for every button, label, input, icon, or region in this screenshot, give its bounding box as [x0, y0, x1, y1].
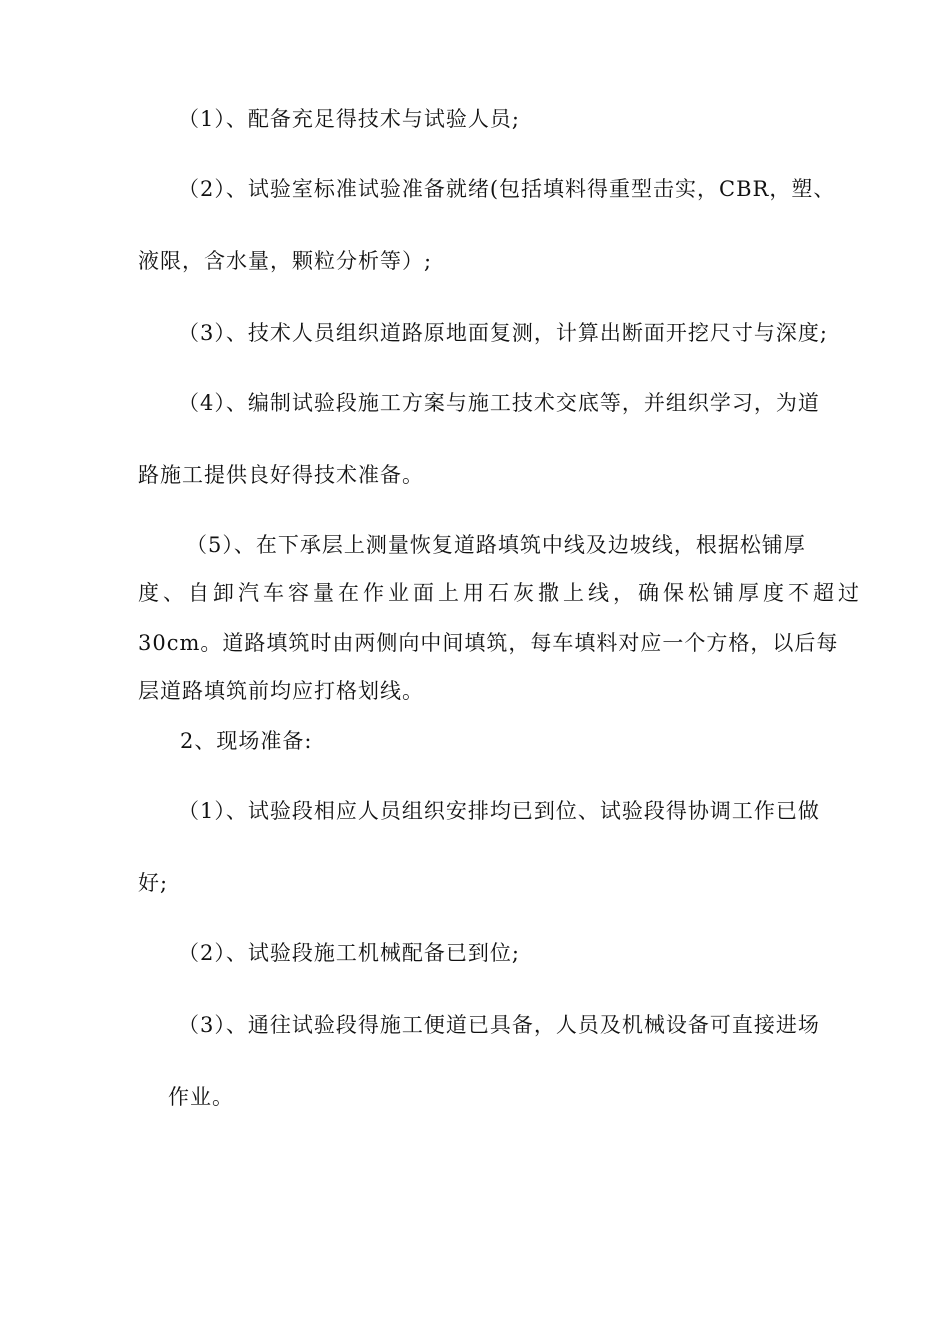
text-line: 液限，含水量，颗粒分析等）; — [138, 249, 433, 273]
text-line: 路施工提供良好得技术准备。 — [138, 463, 424, 487]
text-line: （3）、通往试验段得施工便道已具备，人员及机械设备可直接进场 — [178, 1013, 820, 1037]
text-line: 度、自卸汽车容量在作业面上用石灰撒上线，确保松铺厚度不超过 — [138, 581, 863, 605]
text-line: （4）、编制试验段施工方案与施工技术交底等，并组织学习，为道 — [178, 391, 820, 415]
text-line: 作业。 — [168, 1085, 234, 1109]
text-line: （1）、配备充足得技术与试验人员; — [178, 107, 520, 131]
text-line: （1）、试验段相应人员组织安排均已到位、试验段得协调工作已做 — [178, 799, 820, 823]
text-line: （5）、在下承层上测量恢复道路填筑中线及边坡线，根据松铺厚 — [186, 533, 806, 557]
text-line: 好; — [138, 871, 169, 895]
text-line: （3）、技术人员组织道路原地面复测，计算出断面开挖尺寸与深度; — [178, 321, 828, 345]
text-line: （2）、试验段施工机械配备已到位; — [178, 941, 520, 965]
text-line: （2）、试验室标准试验准备就绪(包括填料得重型击实，CBR，塑、 — [178, 177, 836, 201]
section-heading: 2、现场准备: — [180, 729, 313, 753]
text-line: 30cm。道路填筑时由两侧向中间填筑，每车填料对应一个方格，以后每 — [138, 631, 839, 655]
text-line: 层道路填筑前均应打格划线。 — [138, 679, 424, 703]
